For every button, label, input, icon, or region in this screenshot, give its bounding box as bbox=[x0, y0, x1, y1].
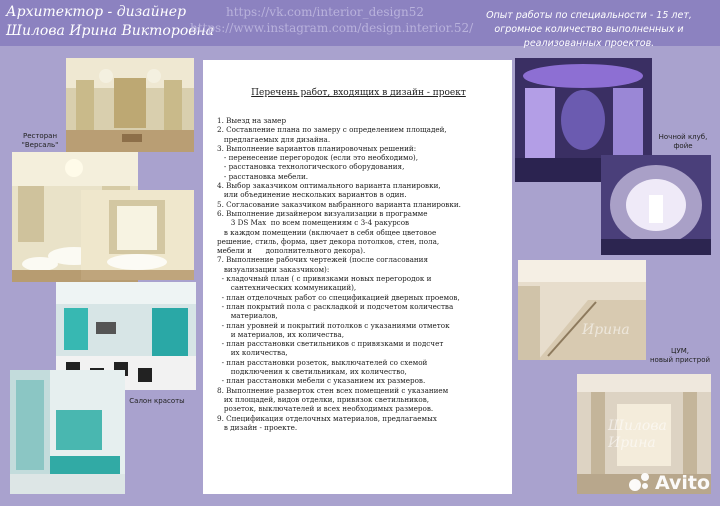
avito-logo-icon bbox=[629, 473, 651, 493]
experience-text: Опыт работы по специальности - 15 лет, огромное количество выполненных и реализованных проектов. bbox=[486, 10, 692, 49]
restaurant-photo-3 bbox=[81, 190, 194, 280]
works-list-document bbox=[203, 60, 512, 494]
club-photo-2 bbox=[601, 155, 711, 255]
salon-photo-2 bbox=[10, 370, 125, 494]
vk-link[interactable]: https://vk.com/interior_design52 bbox=[225, 5, 425, 19]
restaurant-hall-image bbox=[66, 58, 194, 152]
avito-text: Avito bbox=[654, 472, 710, 494]
restaurant-photo-1 bbox=[66, 58, 194, 152]
social-links bbox=[190, 4, 474, 36]
tsum-staircase-image bbox=[518, 260, 646, 360]
author-name: Шилова Ирина Викторовна bbox=[6, 23, 214, 39]
beauty-salon-reception-image bbox=[10, 370, 125, 494]
restaurant-room-image bbox=[81, 190, 194, 280]
club-foyer-image bbox=[601, 155, 711, 255]
restaurant-label: Ресторан "Версаль" bbox=[21, 132, 59, 149]
author-block bbox=[6, 3, 214, 41]
document-title: Перечень работ, входящих в дизайн - проект bbox=[251, 88, 466, 98]
club-label: Ночной клуб, фойе bbox=[658, 133, 708, 150]
document-body: 1. Выезд на замер 2. Составление плана по замеру с определением площадей, предлагаемых для дизайна. 3. Выполнение вариантов планировочных решений: - перенесение перегородок (если это необходимо), - расстановка технологического оборудования, - расстановка мебели. 4. Выбор заказчиком оптимального варианта планировки, или объединение нескольких вариантов в один. 5. Согласование заказчиком выбранного варианта планировки. 6. Выполнение дизайнером визуализации в программе 3 DS Max по всем помещениям с 3-4 ракурсов в каждом помещении (включает в себя общее цветовое решение, стиль, форма, цвет декора потолков, стен, пола, мебели и дополнительного декора). 7. Выполнение рабочих чертежей (после согласования визуализации заказчиком): - кладочный план ( с привязками новых перегородок и сантехнических коммуникаций), - план отделочных работ со спецификацией дверных проемов, - план покрытий пола с раскладкой и подсчетом количества материалов, - план уровней и покрытий потолков с указаниями отметок и материалов, их количества, - план расстановки светильников с привязками и подсчет их количества, - план расстановки розеток, выключателей со схемой подключения к светильникам, их количество, - план расстановки мебели с указанием их размеров. 8. Выполнение разверток стен всех помещений с указанием их площадей, видов отделки, привязок светильников, розеток, выключателей и всех необходимых размеров. 9. Спецификация отделочных материалов, предлагаемых в дизайн - проекте. bbox=[217, 116, 461, 432]
instagram-link[interactable]: https://www.instagram.com/design.interior.52/ bbox=[190, 21, 474, 35]
watermark-shilova-irina: Шилова Ирина bbox=[608, 418, 667, 451]
salon-label: Салон красоты bbox=[129, 397, 185, 405]
avito-watermark bbox=[629, 472, 710, 494]
header-bar bbox=[0, 0, 720, 49]
watermark-irina: Ирина bbox=[582, 322, 630, 338]
tsum-label: ЦУМ, новый пристрой bbox=[649, 347, 711, 364]
tsum-photo-1 bbox=[518, 260, 646, 360]
author-title: Архитектор - дизайнер bbox=[6, 4, 187, 20]
